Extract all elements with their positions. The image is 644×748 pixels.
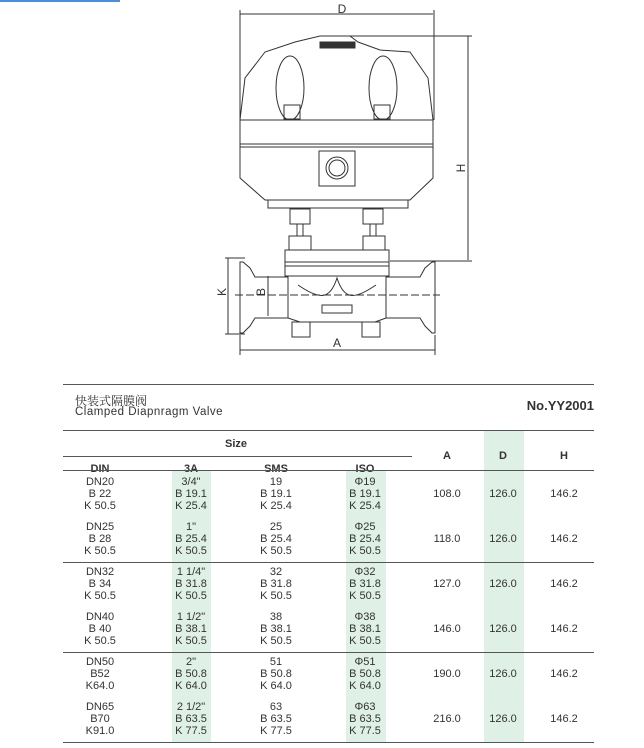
cell-d: 126.0 [489,713,517,725]
cell-line: K 50.5 [84,590,116,602]
cell-line: B 38.1 [260,623,292,635]
cell-line: B 40 [88,623,112,635]
col-din: DIN [90,463,110,475]
cell-line: K 77.5 [175,725,207,737]
cell-din [65,701,135,737]
cell-line: K 50.5 [175,590,207,602]
size-header: Size [224,438,247,450]
cell-a3 [156,566,226,602]
cell-line: 51 [269,656,283,668]
col-d: D [499,450,507,462]
valve-drawing [0,0,644,370]
cell-line: K 25.4 [175,500,207,512]
cell-line: 1 1/4" [176,566,206,578]
cell-line: B 31.8 [175,578,207,590]
cell-a: 216.0 [433,713,461,725]
cell-line: B 50.8 [175,668,207,680]
cell-h: 146.2 [550,668,578,680]
cell-line: DN20 [85,476,115,488]
cell-line: Φ38 [354,611,376,623]
cell-a3 [156,656,226,692]
cell-sms [241,656,311,692]
divider [63,742,594,743]
cell-h: 146.2 [550,623,578,635]
cell-line: K 50.5 [84,545,116,557]
cell-line: B 38.1 [175,623,207,635]
cell-line: 63 [269,701,283,713]
cell-line: DN25 [85,521,115,533]
cell-iso [330,701,400,737]
cell-a3 [156,611,226,647]
cell-line: K 64.0 [260,680,292,692]
cell-line: K 50.5 [175,545,207,557]
cell-line: 3/4" [181,476,201,488]
col-a: A [443,450,451,462]
cell-line: 38 [269,611,283,623]
label-k: K [215,287,229,297]
cell-line: B 19.1 [349,488,381,500]
cell-line: 19 [269,476,283,488]
cell-line: B 25.4 [175,533,207,545]
dimension-k-b-a [215,258,440,355]
col-iso: ISO [355,463,375,475]
cell-line: B 34 [88,578,112,590]
cell-din [65,611,135,647]
cell-h: 146.2 [550,578,578,590]
cell-line: Φ19 [354,476,376,488]
cell-iso [330,566,400,602]
cell-line: DN40 [85,611,115,623]
cell-din [65,521,135,557]
cell-line: 1" [185,521,197,533]
cell-h: 146.2 [550,713,578,725]
cell-din [65,656,135,692]
cell-line: B 63.5 [175,713,207,725]
cell-sms [241,521,311,557]
divider [63,652,594,653]
cell-line: B 50.8 [349,668,381,680]
cell-line: B 63.5 [260,713,292,725]
cell-line: K 25.4 [349,500,381,512]
cell-line: K 50.5 [349,545,381,557]
title-chinese: 快装式隔膜阀 [75,394,148,408]
cell-a: 118.0 [433,533,461,545]
cell-line: B70 [90,713,110,725]
model-number: No.YY2001 [526,398,594,413]
cell-line: 25 [269,521,283,533]
cell-sms [241,611,311,647]
cell-line: K 77.5 [260,725,292,737]
cell-line: K 77.5 [349,725,381,737]
cell-a3 [156,521,226,557]
cell-d: 126.0 [489,623,517,635]
cell-d: 126.0 [489,533,517,545]
cell-a3 [156,701,226,737]
cell-line: K 50.5 [84,635,116,647]
cell-line: K 50.5 [349,590,381,602]
cell-iso [330,656,400,692]
cell-line: 32 [269,566,283,578]
cell-din [65,476,135,512]
dimension-d [240,2,434,120]
cell-line: K91.0 [85,725,115,737]
cell-sms [241,701,311,737]
cell-line: 2" [185,656,197,668]
cell-line: 2 1/2" [176,701,206,713]
label-h: H [454,163,468,173]
cell-h: 146.2 [550,488,578,500]
cell-d: 126.0 [489,488,517,500]
cell-a: 190.0 [433,668,461,680]
cell-line: Φ25 [354,521,376,533]
cell-sms [241,566,311,602]
divider [63,470,594,471]
cell-line: Φ32 [354,566,376,578]
cell-h: 146.2 [550,533,578,545]
cell-line: K 50.5 [260,635,292,647]
cell-line: B 31.8 [260,578,292,590]
cell-din [65,566,135,602]
cell-line: B 19.1 [175,488,207,500]
cell-iso [330,521,400,557]
cell-a: 108.0 [433,488,461,500]
cell-line: K 64.0 [349,680,381,692]
divider [63,456,412,457]
cell-iso [330,476,400,512]
cell-d: 126.0 [489,578,517,590]
cell-line: B 19.1 [260,488,292,500]
cell-line: K 50.5 [175,635,207,647]
cell-line: B 25.4 [260,533,292,545]
cell-line: K 64.0 [175,680,207,692]
col-3a: 3A [183,463,199,475]
actuator [240,36,433,208]
cell-line: K 50.5 [84,500,116,512]
cell-line: Φ51 [354,656,376,668]
cell-line: B 22 [88,488,112,500]
cell-line: Φ63 [354,701,376,713]
cell-line: B52 [90,668,110,680]
label-a: A [332,336,342,350]
col-h: H [560,450,568,462]
cell-line: K64.0 [85,680,115,692]
divider [63,562,594,563]
cell-line: B 50.8 [260,668,292,680]
cell-iso [330,611,400,647]
col-sms: SMS [264,463,288,475]
cell-sms [241,476,311,512]
cell-line: DN65 [85,701,115,713]
cell-line: B 28 [88,533,112,545]
label-b: B [254,287,268,297]
cell-line: K 25.4 [260,500,292,512]
valve-body [240,209,435,337]
dimension-h [320,36,472,261]
cell-line: B 31.8 [349,578,381,590]
cell-line: DN32 [85,566,115,578]
cell-line: B 25.4 [349,533,381,545]
cell-line: B 38.1 [349,623,381,635]
cell-line: K 50.5 [260,545,292,557]
label-d: D [337,2,347,16]
cell-line: DN50 [85,656,115,668]
cell-d: 126.0 [489,668,517,680]
cell-line: K 50.5 [349,635,381,647]
cell-line: K 50.5 [260,590,292,602]
cell-a3 [156,476,226,512]
cell-line: B 63.5 [349,713,381,725]
cell-a: 146.0 [433,623,461,635]
cell-line: 1 1/2" [176,611,206,623]
title-english: Clamped Diapnragm Valve [75,406,224,418]
divider [63,384,594,385]
cell-a: 127.0 [433,578,461,590]
